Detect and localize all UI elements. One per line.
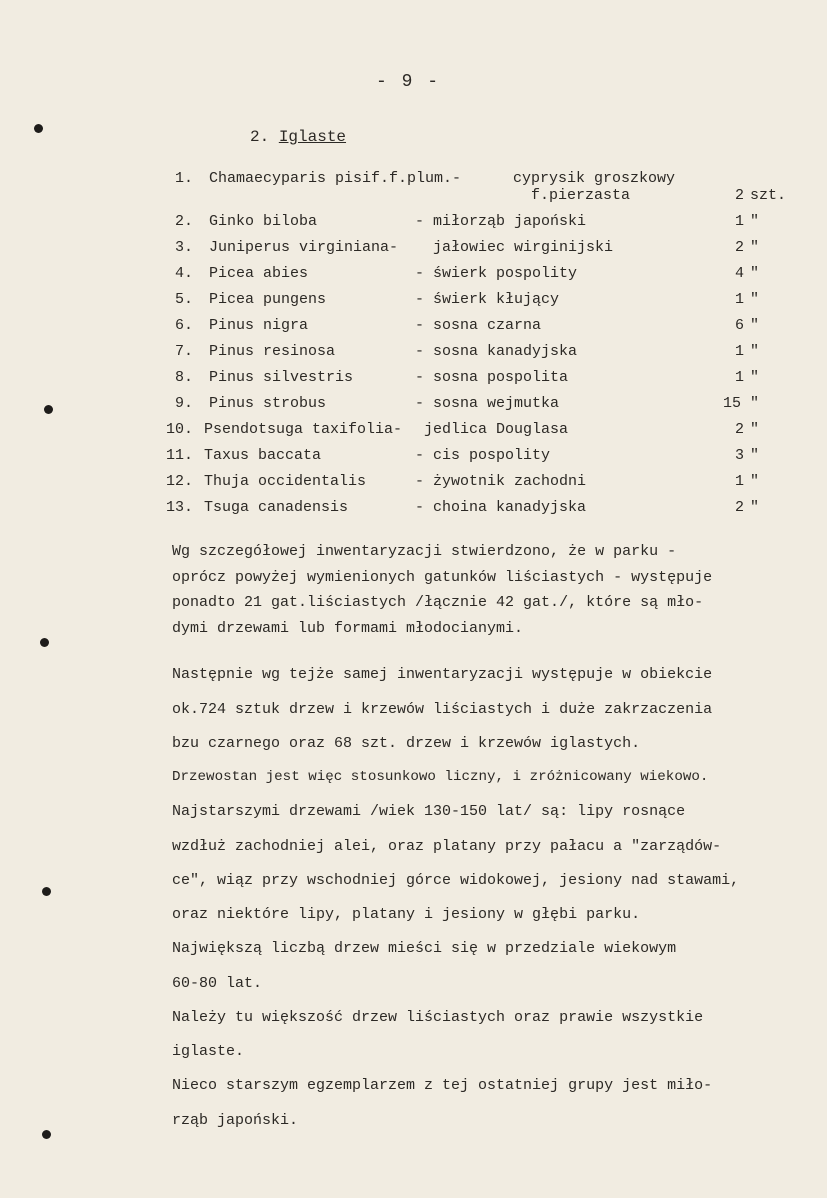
species-latin-name: Tsuga canadensis (204, 499, 349, 516)
species-polish-name: jedlica Douglasa (424, 421, 569, 438)
species-number: 11. (166, 447, 194, 464)
paragraph-line: Największą liczbą drzew mieści się w przedziale wiekowym (172, 940, 677, 957)
section-number: 2. (250, 128, 270, 146)
species-number: 9. (175, 395, 194, 412)
species-unit: " (750, 499, 760, 516)
species-latin-name: Picea abies (209, 265, 309, 282)
species-quantity: 2 (735, 499, 745, 516)
species-unit: " (750, 265, 760, 282)
species-number: 4. (175, 265, 194, 282)
species-polish-name: - sosna wejmutka (415, 395, 560, 412)
species-latin-name: Ginko biloba (209, 213, 318, 230)
species-number: 10. (166, 421, 194, 438)
punch-hole-mark (44, 405, 53, 414)
species-polish-name: - świerk kłujący (415, 291, 560, 308)
species-unit: " (750, 369, 760, 386)
species-unit: " (750, 447, 760, 464)
species-quantity: 15 (723, 395, 742, 412)
species-polish-name: cyprysik groszkowy (513, 170, 676, 187)
species-row (175, 317, 790, 341)
species-number: 7. (175, 343, 194, 360)
species-quantity: 2 (735, 239, 745, 256)
species-quantity: 4 (735, 265, 745, 282)
species-row (175, 395, 790, 419)
paragraph-line: oprócz powyżej wymienionych gatunków liściastych - występuje (172, 569, 713, 586)
species-latin-name: Pinus silvestris (209, 369, 354, 386)
species-row (175, 369, 790, 393)
species-unit: " (750, 343, 760, 360)
species-quantity: 2 (735, 421, 745, 438)
paragraph-line: Należy tu większość drzew liściastych oraz prawie wszystkie (172, 1009, 704, 1026)
species-quantity: 2 (735, 187, 745, 204)
species-row (166, 447, 781, 471)
punch-hole-mark (40, 638, 49, 647)
paragraph-line: oraz niektóre lipy, platany i jesiony w głębi parku. (172, 906, 641, 923)
species-row-continuation (175, 187, 790, 211)
section-title: Iglaste (278, 128, 347, 146)
species-polish-name: - sosna czarna (415, 317, 542, 334)
species-polish-name: - miłorząb japoński (415, 213, 587, 230)
species-latin-name: Picea pungens (209, 291, 327, 308)
species-quantity: 1 (735, 343, 745, 360)
species-polish-name-cont: f.pierzasta (531, 187, 631, 204)
punch-hole-mark (42, 1130, 51, 1139)
paragraph-line: Drzewostan jest więc stosunkowo liczny, i zróżnicowany wiekowo. (172, 769, 709, 785)
species-polish-name: - żywotnik zachodni (415, 473, 587, 490)
species-latin-name: Pinus nigra (209, 317, 309, 334)
paragraph-line: dymi drzewami lub formami młodocianymi. (172, 620, 524, 637)
section-heading (250, 128, 346, 146)
paragraph-line: Najstarszymi drzewami /wiek 130-150 lat/ są: lipy rosnące (172, 803, 686, 820)
species-polish-name: - sosna kanadyjska (415, 343, 578, 360)
species-quantity: 1 (735, 291, 745, 308)
species-row (175, 239, 790, 263)
species-quantity: 6 (735, 317, 745, 334)
species-number: 2. (175, 213, 194, 230)
species-unit: " (750, 213, 760, 230)
species-row (166, 421, 781, 445)
species-unit: " (750, 317, 760, 334)
species-unit: " (750, 473, 760, 490)
species-quantity: 1 (735, 213, 745, 230)
species-number: 6. (175, 317, 194, 334)
species-latin-name: Psendotsuga taxifolia- (204, 421, 403, 438)
paragraph-line: Wg szczegółowej inwentaryzacji stwierdzono, że w parku - (172, 543, 677, 560)
paragraph-line: ponadto 21 gat.liściastych /łącznie 42 gat./, które są mło- (172, 594, 704, 611)
species-unit: " (750, 291, 760, 308)
species-unit: " (750, 421, 760, 438)
paragraph-line: 60-80 lat. (172, 975, 263, 992)
species-number: 1. (175, 170, 194, 187)
species-row (166, 499, 781, 523)
species-unit: szt. (750, 187, 787, 204)
species-row (175, 265, 790, 289)
species-quantity: 1 (735, 473, 745, 490)
species-number: 8. (175, 369, 194, 386)
species-polish-name: - sosna pospolita (415, 369, 569, 386)
page-number: - 9 - (376, 72, 441, 92)
species-number: 5. (175, 291, 194, 308)
paragraph-line: Nieco starszym egzemplarzem z tej ostatniej grupy jest miło- (172, 1077, 713, 1094)
species-number: 3. (175, 239, 194, 256)
species-latin-name: Pinus resinosa (209, 343, 336, 360)
species-quantity: 1 (735, 369, 745, 386)
species-latin-name: Chamaecyparis pisif.f.plum.- (209, 170, 462, 187)
paragraph-line: Następnie wg tejże samej inwentaryzacji występuje w obiekcie (172, 666, 713, 683)
paragraph-line: iglaste. (172, 1043, 245, 1060)
punch-hole-mark (34, 124, 43, 133)
species-polish-name: jałowiec wirginijski (433, 239, 614, 256)
species-row (175, 343, 790, 367)
species-row (166, 473, 781, 497)
species-polish-name: - choina kanadyjska (415, 499, 587, 516)
punch-hole-mark (42, 887, 51, 896)
species-polish-name: - świerk pospolity (415, 265, 578, 282)
species-latin-name: Juniperus virginiana- (209, 239, 399, 256)
paragraph-line: wzdłuż zachodniej alei, oraz platany przy pałacu a "zarządów- (172, 838, 722, 855)
paragraph-line: ce", wiąz przy wschodniej górce widokowej, jesiony nad stawami, (172, 872, 740, 889)
paragraph-line: ok.724 sztuk drzew i krzewów liściastych i duże zakrzaczenia (172, 701, 713, 718)
paragraph-line: rząb japoński. (172, 1112, 299, 1129)
species-row (175, 291, 790, 315)
species-polish-name: - cis pospolity (415, 447, 551, 464)
species-quantity: 3 (735, 447, 745, 464)
paragraph-line: bzu czarnego oraz 68 szt. drzew i krzewów iglastych. (172, 735, 641, 752)
species-unit: " (750, 395, 760, 412)
species-number: 13. (166, 499, 194, 516)
species-latin-name: Pinus strobus (209, 395, 327, 412)
species-row (175, 213, 790, 237)
species-number: 12. (166, 473, 194, 490)
species-latin-name: Thuja occidentalis (204, 473, 367, 490)
species-unit: " (750, 239, 760, 256)
species-latin-name: Taxus baccata (204, 447, 322, 464)
